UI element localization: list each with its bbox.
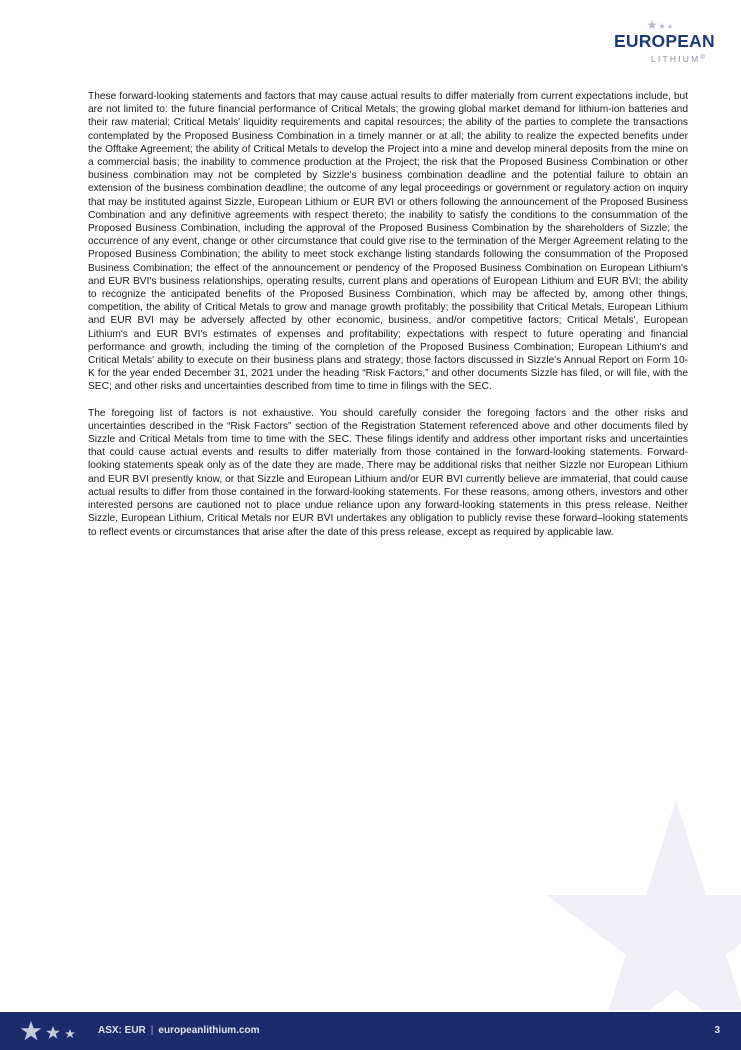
document-body: [88, 90, 688, 552]
page-footer: [0, 1012, 741, 1050]
footer-website-link[interactable]: europeanlithium.com: [158, 1025, 260, 1036]
company-logo: [600, 20, 720, 72]
paragraph-disclaimer: The foregoing list of factors is not exhaustive. You should carefully consider the foregoing factors and the other risks and uncertainties described in the “Risk Factors” section of the Registration Statement referenced above and other documents filed by Sizzle and Critical Metals from time to time with the SEC. These filings identify and address other important risks and uncertainties that could cause actual events and results to differ materially from those contained in the forward-looking statements. Forward-looking statements speak only as of the date they are made. There may be additional risks that neither Sizzle nor European Lithium and EUR BVI presently know, or that Sizzle and European Lithium and/or EUR BVI currently believe are immaterial, that could cause actual results to differ from those contained in the forward-looking statements. For these reasons, among others, investors and other interested persons are cautioned not to place undue reliance upon any forward-looking statements in this press release. Neither Sizzle, European Lithium, Critical Metals nor EUR BVI undertakes any obligation to publicly revise these forward–looking statements to reflect events or circumstances that arise after the date of this press release, except as required by applicable law.: [88, 407, 688, 538]
logo-subtitle: [651, 55, 705, 64]
watermark-star-icon: [541, 800, 741, 1010]
logo-wordmark: EUROPEAN: [614, 31, 715, 51]
logo-sub-text: LITHIUM: [651, 54, 701, 64]
footer-ticker: ASX: EUR: [98, 1025, 146, 1036]
footer-stars-icon: [20, 1019, 78, 1043]
paragraph-risk-factors: These forward-looking statements and factors that may cause actual results to differ materially from current expectations include, but are not limited to: the future financial performance of Critical Metals; the growing global market demand for lithium-ion batteries and their raw material; Critical Metals' liquidity requirements and capital resources; the ability of the parties to complete the transactions contemplated by the Proposed Business Combination in a timely manner or at all; the ability to realize the expected benefits under the Offtake Agreement; the ability of Critical Metals to develop the Project into a mine and develop mineral deposits from the mine on a commercial basis; the inability to commence production at the Project; the risk that the Proposed Business Combination or other business combination may not be completed by Sizzle's business combination deadline and the potential failure to obtain an extension of the business combination deadline; the outcome of any legal proceedings or government or regulatory action on inquiry that may be instituted against Sizzle, European Lithium or EUR BVI or others following the announcement of the Proposed Business Combination and any definitive agreements with respect thereto; the inability to satisfy the conditions to the consummation of the Proposed Business Combination, including the approval of the Proposed Business Combination by the shareholders of Sizzle; the occurrence of any event, change or other circumstance that could give rise to the termination of the Merger Agreement relating to the Proposed Business Combination; the ability to meet stock exchange listing standards following the consummation of the Proposed Business Combination; the effect of the announcement or pendency of the Proposed Business Combination on European Lithium's and EUR BVI's business relationships, operating results, current plans and operations of European Lithium and EUR BVI; the ability to recognize the anticipated benefits of the Proposed Business Combination, which may be affected by, among other things, competition, the ability of Critical Metals to grow and manage growth profitably; the possibility that Critical Metals, European Lithium and EUR BVI may be adversely affected by other economic, business, and/or competitive factors; Critical Metals', European Lithium's and EUR BVI's estimates of expenses and profitability; expectations with respect to future operating and financial performance and growth, including the timing of the completion of the Proposed Business Combination; European Lithium's and Critical Metals' ability to execute on their business plans and strategy; those factors discussed in Sizzle's Annual Report on Form 10-K for the year ended December 31, 2021 under the heading “Risk Factors,” and other documents Sizzle has filed, or will file, with the SEC; and other risks and uncertainties described from time to time in filings with the SEC.: [88, 91, 688, 393]
logo-registered-mark: ®: [700, 55, 705, 61]
footer-separator: |: [150, 1025, 154, 1036]
page-number: 3: [714, 1025, 720, 1036]
footer-contact: [98, 1025, 260, 1036]
